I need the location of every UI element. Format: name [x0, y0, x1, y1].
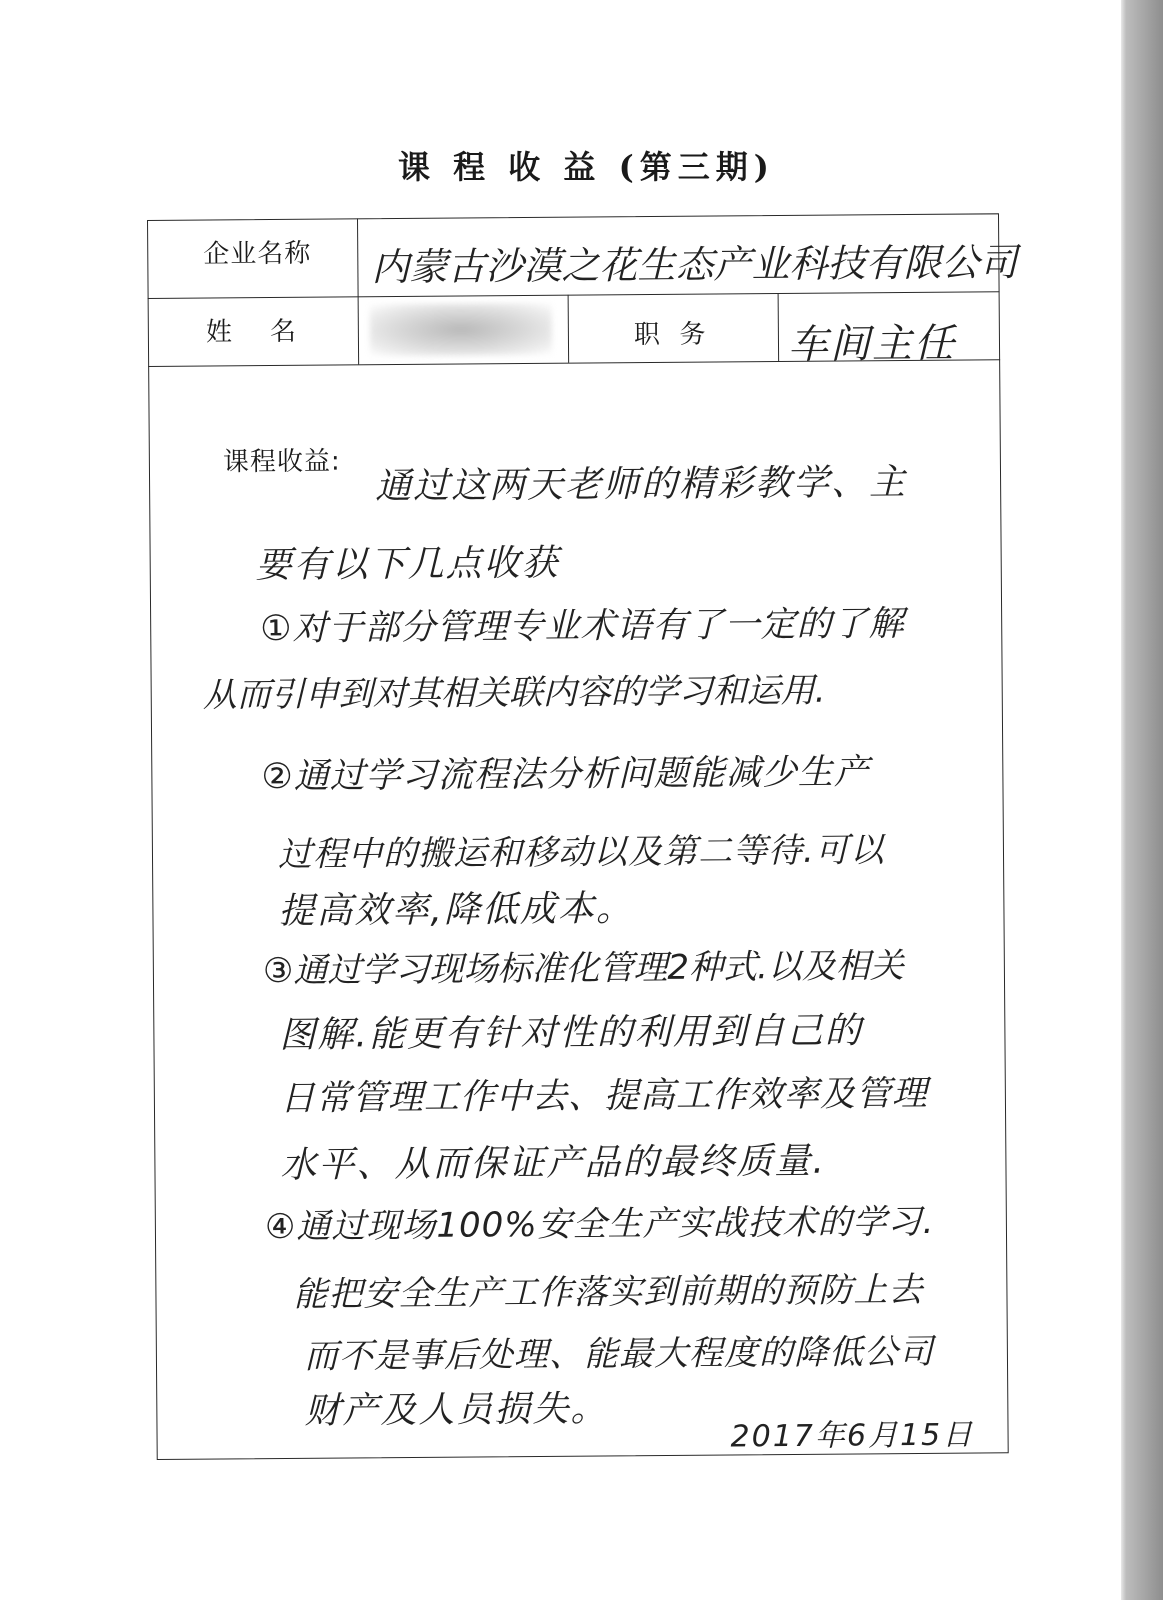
signed-date: 2017年6月15日	[730, 1417, 975, 1455]
benefit-line: ①对于部分管理专业术语有了一定的了解	[260, 604, 905, 650]
benefit-line: 过程中的搬运和移动以及第二等待.可以	[277, 830, 885, 875]
benefit-line: 能把安全生产工作落实到前期的预防上去	[293, 1269, 924, 1315]
benefit-line: 日常管理工作中去、提高工作效率及管理	[279, 1073, 929, 1119]
benefits-label: 课程收益:	[222, 446, 341, 478]
benefit-line: 从而引申到对其相关联内容的学习和运用.	[202, 670, 826, 716]
scan-edge-shadow	[1121, 0, 1163, 1600]
benefit-line: 财产及人员损失。	[304, 1388, 609, 1432]
name-value-redacted	[370, 303, 552, 356]
benefit-line: ③通过学习现场标准化管理2种式.以及相关	[262, 946, 904, 992]
position-label: 职 务	[633, 319, 707, 351]
benefits-form	[147, 213, 1018, 1460]
page-title: 课 程 收 益 (第三期)	[398, 148, 775, 186]
benefit-line: 图解.能更有针对性的利用到自己的	[279, 1010, 864, 1056]
benefit-line: ④通过现场100%安全生产实战技术的学习.	[264, 1201, 935, 1248]
name-label: 姓 名	[205, 316, 298, 348]
position-value: 车间主任	[787, 320, 957, 368]
benefit-line: 通过这两天老师的精彩教学、主	[374, 462, 908, 508]
benefit-line: 要有以下几点收获	[255, 542, 560, 587]
company-label: 企业名称	[203, 238, 312, 270]
company-value: 内蒙古沙漠之花生态产业科技有限公司	[371, 240, 1018, 290]
benefit-line: ②通过学习流程法分析问题能减少生产	[261, 752, 870, 798]
benefit-line: 水平、从而保证产品的最终质量.	[280, 1140, 827, 1186]
benefit-line: 提高效率,降低成本。	[278, 888, 635, 932]
benefit-line: 而不是事后处理、能最大程度的降低公司	[303, 1331, 935, 1377]
